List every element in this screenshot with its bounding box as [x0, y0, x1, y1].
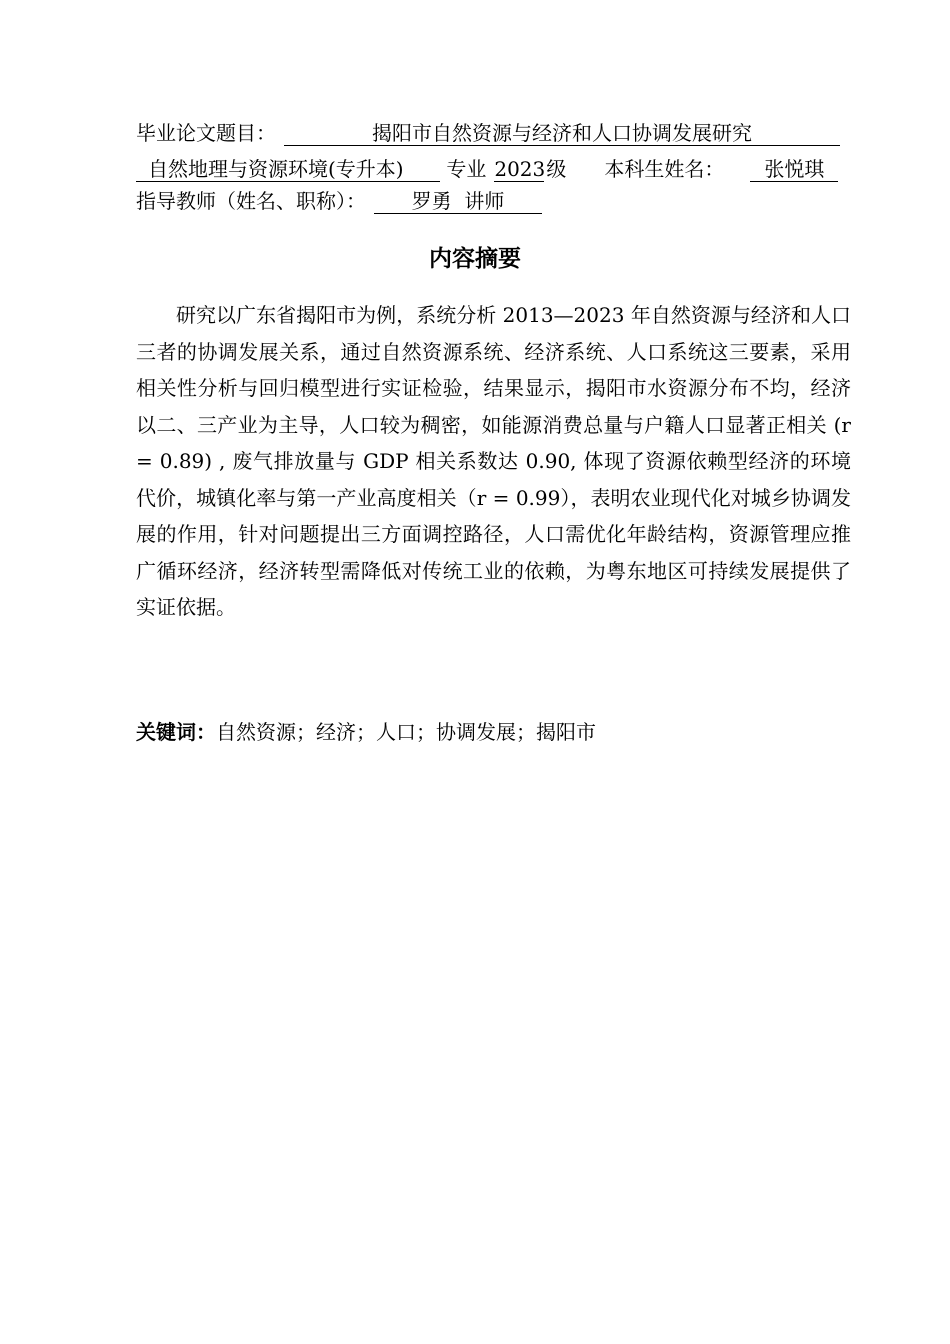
keywords-row — [136, 717, 596, 747]
abstract-heading: 内容摘要 — [429, 246, 521, 272]
abstract-text: 研究以广东省揭阳市为例，系统分析 2013—2023 年自然资源与经济和人口三者的协调发展关系，通过自然资源系统、经济系统、人口系统这三要素，采用相关性分析与回归模型进行实证检验，结果显示，揭阳市水资源分布不均，经济以二、三产业为主导，人口较为稠密，如能源消费总量与户籍人口显著正相关 (r = 0.89) , 废气排放量与 GDP 相关系数达 0.90, 体现了资源依赖型经济的环境代价，城镇化率与第一产业高度相关（r = 0.99），表明农业现代化对城乡协调发展的作用，针对问题提出三方面调控路径，人口需优化年龄结构，资源管理应推广循环经济，经济转型需降低对传统工业的依赖，为粤东地区可持续发展提供了实证依据。 — [136, 303, 851, 619]
keywords-label: 关键词： — [136, 720, 216, 744]
student-name-value: 张悦琪 — [750, 157, 838, 182]
advisor-label: 指导教师（姓名、职称）： — [136, 189, 366, 213]
thesis-title-value: 揭阳市自然资源与经济和人口协调发展研究 — [284, 121, 840, 146]
advisor-value: 罗勇 讲师 — [374, 189, 542, 214]
advisor-row — [136, 187, 542, 215]
keywords-value: 自然资源；经济；人口；协调发展；揭阳市 — [216, 720, 596, 744]
student-name-label: 本科生姓名： — [604, 157, 725, 181]
major-value: 自然地理与资源环境(专升本) — [136, 157, 440, 182]
thesis-title-row — [136, 119, 840, 147]
major-label: 专业 — [446, 157, 487, 181]
year-value: 2023 — [494, 157, 546, 181]
major-row — [136, 155, 838, 183]
thesis-title-label: 毕业论文题目： — [136, 121, 276, 145]
year-label: 级 — [546, 157, 567, 181]
